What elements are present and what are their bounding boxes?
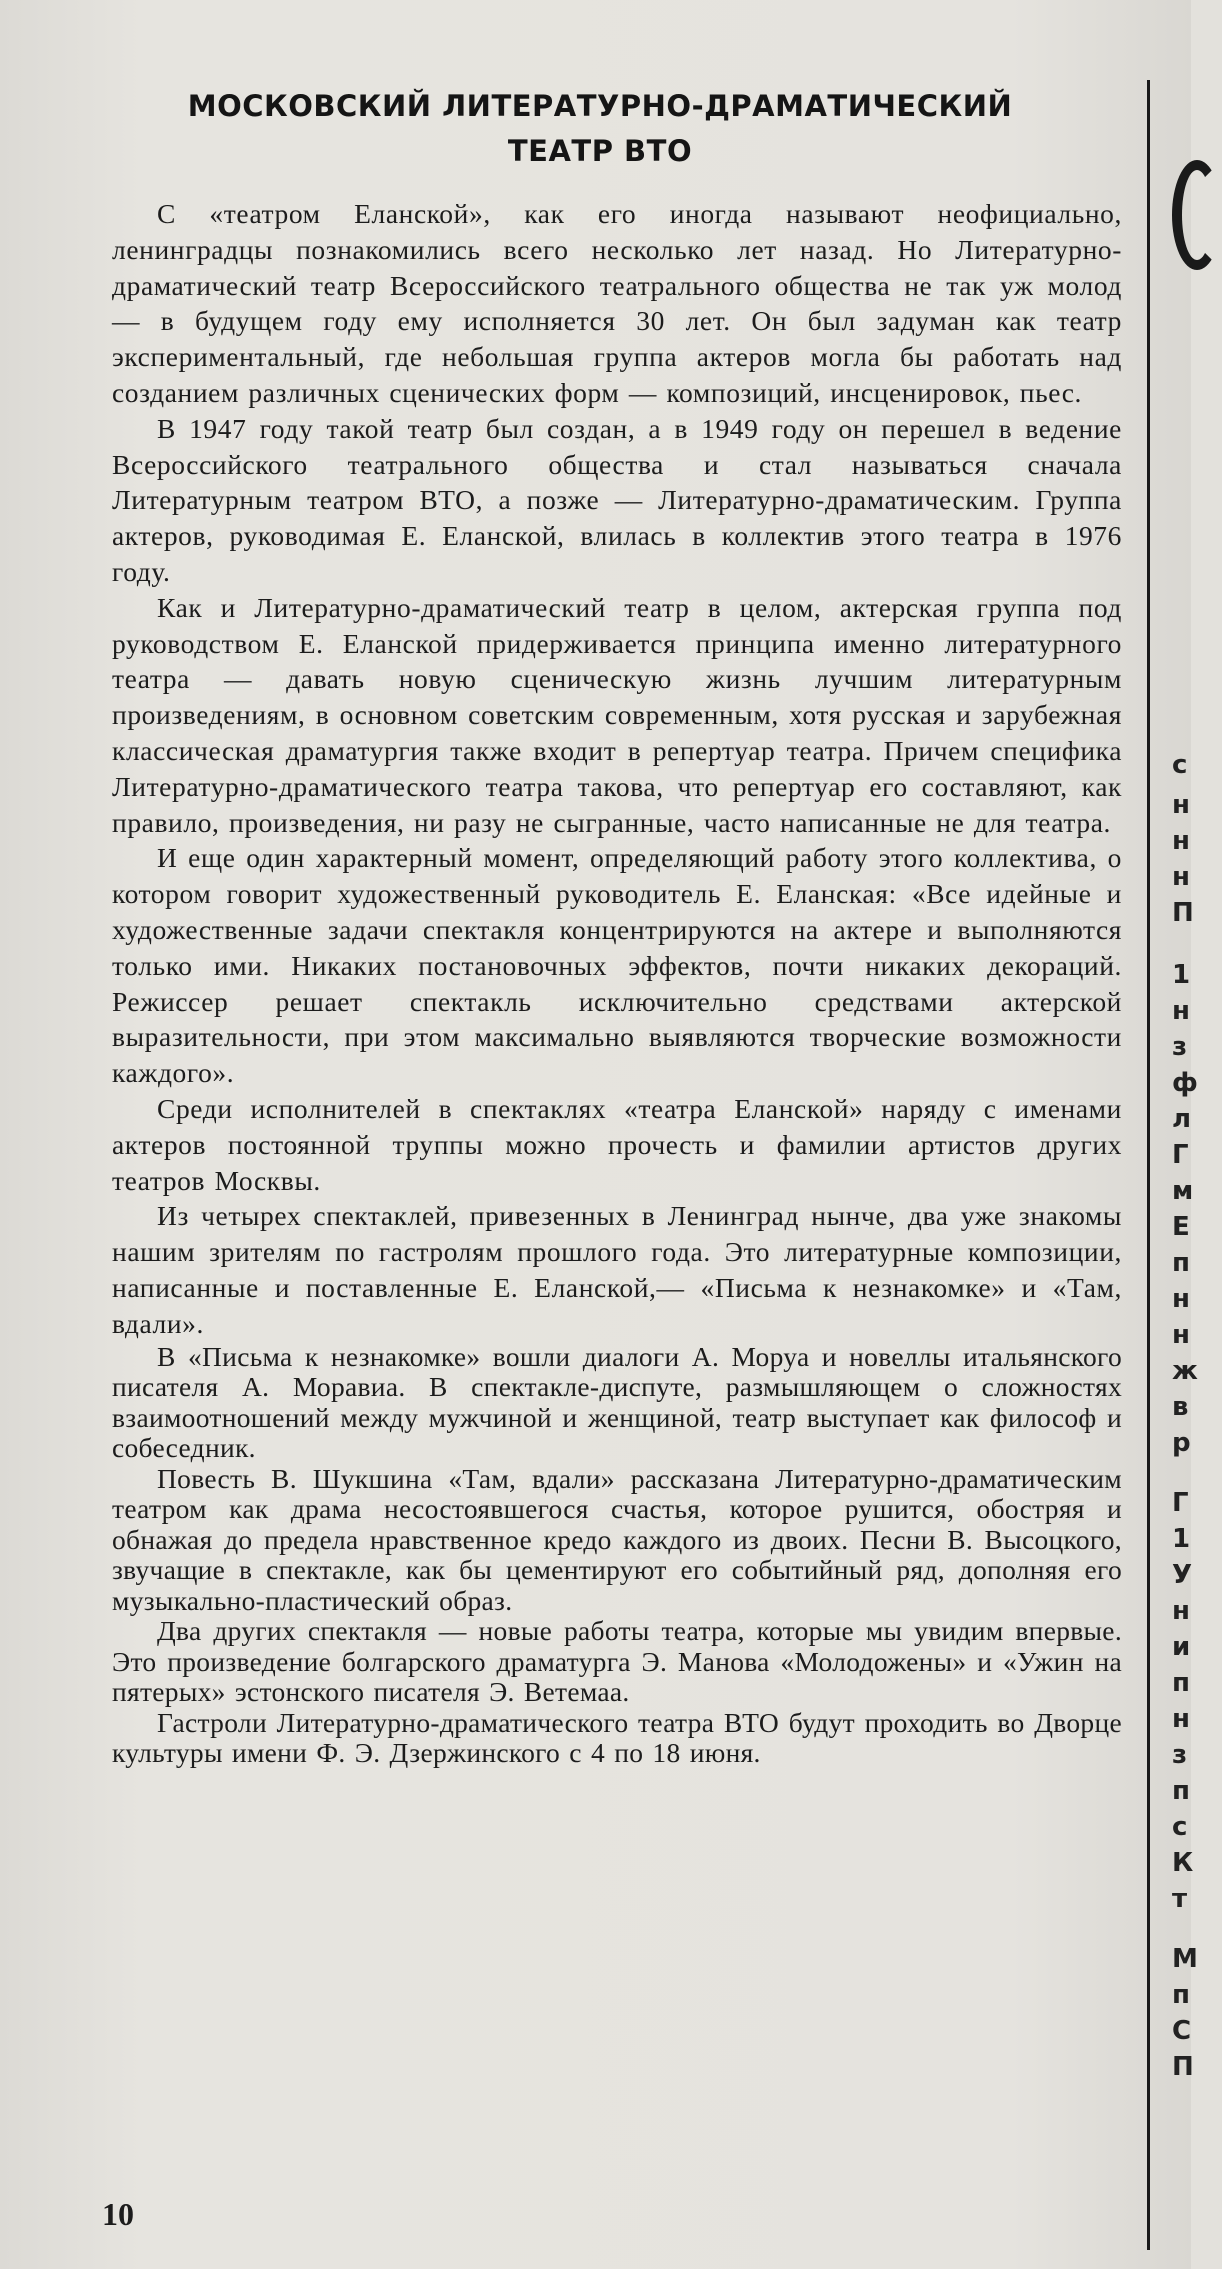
edge-letter: н [1172, 1704, 1190, 1734]
edge-letter: К [1172, 1848, 1194, 1878]
edge-letter: п [1172, 1776, 1190, 1806]
edge-letter: н [1172, 1596, 1190, 1626]
edge-letter: ж [1172, 1356, 1198, 1386]
headline-line-1: МОСКОВСКИЙ ЛИТЕРАТУРНО-ДРАМАТИЧЕСКИЙ [187, 89, 1013, 123]
edge-letter: л [1172, 1104, 1192, 1134]
edge-letter: в [1172, 1392, 1189, 1422]
column-divider-rule [1147, 80, 1150, 2250]
adjacent-column-edge [1170, 90, 1198, 2082]
paragraph-5: Среди исполнителей в спектаклях «театра Еланской» наряду с именами актеров постоянной труппы можно прочесть и фамилии артистов других театров Москвы. [112, 1092, 1122, 1196]
edge-letter: Е [1172, 1212, 1190, 1242]
edge-letter: п [1172, 1980, 1190, 2010]
paragraph-2: В 1947 году такой театр был создан, а в 1949 году он перешел в ведение Всероссийского театрального общества и стал называться сначала Литературным театром ВТО, а позже — Литературно-драматическим. Группа актеров, руководимая Е. Еланской, влилась в коллектив этого театра в 1976 году. [112, 412, 1122, 587]
edge-letter: 1 [1172, 1524, 1191, 1554]
edge-letter: м [1172, 1176, 1194, 1206]
page-number: 10 [102, 2196, 134, 2232]
edge-letter: У [1172, 1560, 1193, 1590]
edge-letter: и [1172, 1632, 1191, 1662]
edge-letter: с [1172, 1812, 1188, 1842]
paragraph-3: Как и Литературно-драматический театр в целом, актерская группа под руководством Е. Еланской придерживается принципа именно литературного театра — давать новую сценическую жизнь лучшим литературным произведениям, в основном советским современным, хотя русская и зарубежная классическая драматургия также входит в репертуар театра. Причем специфика Литературно-драматического театра такова, что репертуар его составляют, как правило, произведения, ни разу не сыгранные, часто написанные не для театра. [112, 591, 1122, 838]
paragraph-7: В «Письма к незнакомке» вошли диалоги А. Моруа и новеллы итальянского писателя А. Моравиа. В спектакле-диспуте, размышляющем о сложностях взаимоотношений между мужчиной и женщиной, театр выступает как философ и собеседник. [112, 1340, 1122, 1463]
edge-letter: н [1172, 862, 1190, 892]
headline-line-2: ТЕАТР ВТО [507, 134, 693, 168]
paragraph-4: И еще один характерный момент, определяющий работу этого коллектива, о котором говорит художественный руководитель Е. Еланская: «Все идейные и художественные задачи спектакля концентрируются на актере и выполняются только ими. Никаких постановочных эффектов, почти никаких декораций. Режиссер решает спектакль исключительно средствами актерской выразительности, при этом максимально выявляются творческие возможности каждого». [112, 842, 1122, 1089]
edge-letter: Г [1172, 1488, 1189, 1518]
edge-letter: н [1172, 826, 1190, 856]
edge-letter: Г [1172, 1140, 1189, 1170]
edge-letter: с [1172, 750, 1188, 780]
edge-letter: н [1172, 996, 1190, 1026]
article-headline [100, 84, 1100, 174]
edge-letter: М [1172, 1944, 1198, 1974]
edge-letter: т [1172, 1884, 1188, 1914]
paragraph-9: Два других спектакля — новые работы театра, которые мы увидим впервые. Это произведение болгарского драматурга Э. Манова «Молодожены» и «Ужин на пятерых» эстонского писателя Э. Ветемаа. [112, 1615, 1122, 1707]
edge-letter: п [1172, 1248, 1190, 1278]
edge-letter: С [1172, 2016, 1192, 2046]
paragraph-6: Из четырех спектаклей, привезенных в Ленинград нынче, два уже знакомы нашим зрителям по гастролям прошлого года. Это литературные композиции, написанные и поставленные Е. Еланской,— «Письма к незнакомке» и «Там, вдали». [112, 1200, 1122, 1339]
paragraph-10: Гастроли Литературно-драматического театра ВТО будут проходить во Дворце культуры имени Ф. Э. Дзержинского с 4 по 18 июня. [112, 1706, 1122, 1768]
edge-letter: н [1172, 790, 1190, 820]
edge-letter: 1 [1172, 960, 1191, 990]
paragraph-8: Повесть В. Шукшина «Там, вдали» рассказана Литературно-драматическим театром как драма несостоявшегося счастья, которое рушится, обостряя и обнажая до предела нравственное кредо каждого из двоих. Песни В. Высоцкого, звучащие в спектакле, как бы цементируют его событийный ряд, дополняя его музыкально-пластический образ. [112, 1462, 1122, 1616]
edge-letter: п [1172, 1668, 1190, 1698]
edge-letter: р [1172, 1428, 1191, 1458]
edge-letter: н [1172, 1284, 1190, 1314]
article-body [112, 196, 1122, 1769]
edge-letter: з [1172, 1032, 1188, 1062]
edge-letter: П [1172, 2052, 1194, 2082]
edge-letter: П [1172, 898, 1194, 928]
edge-letter: з [1172, 1740, 1188, 1770]
edge-letter: н [1172, 1320, 1190, 1350]
paragraph-1: С «театром Еланской», как его иногда называют неофициально, ленинградцы познакомились всего несколько лет назад. Но Литературно-драматический театр Всероссийского театрального общества не так уж молод — в будущем году ему исполняется 30 лет. Он был задуман как театр экспериментальный, где небольшая группа актеров могла бы работать над созданием различных сценических форм — композиций, инсценировок, пьес. [112, 198, 1122, 408]
edge-letter: ф [1172, 1068, 1198, 1098]
